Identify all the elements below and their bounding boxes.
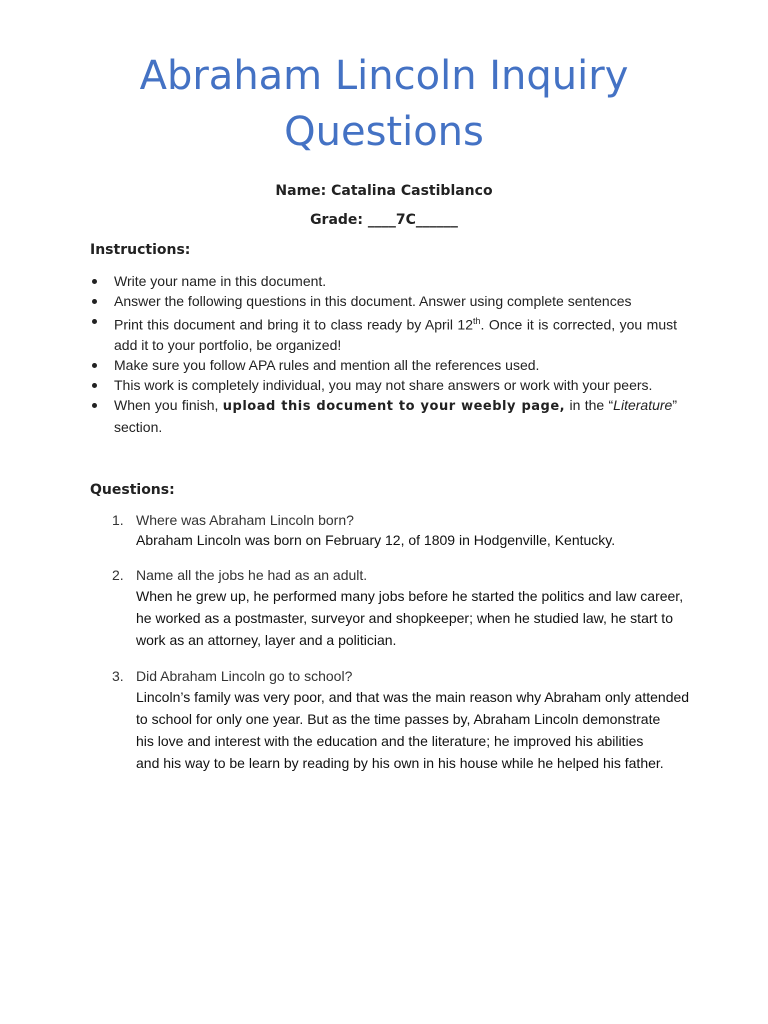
answer-text: Lincoln’s family was very poor, and that was the main reason why Abraham only attended — [136, 689, 690, 705]
bullet-icon — [92, 383, 97, 388]
question-number: 2. — [112, 567, 124, 583]
superscript: th — [473, 316, 481, 326]
bullet-icon — [92, 403, 97, 408]
student-grade: Grade: ____7C______ — [310, 212, 458, 228]
list-item: When you finish, upload this document to your weebly page, in the “Literature” section. — [92, 395, 677, 437]
instructions-heading: Instructions: — [90, 242, 191, 258]
bullet-icon — [92, 299, 97, 304]
student-name: Name: Catalina Castiblanco — [275, 183, 493, 199]
question-text: Did Abraham Lincoln go to school? — [136, 668, 353, 684]
answer-text: he worked as a postmaster, surveyor and shopkeeper; when he studied law, he start to work as an attorney, layer and a politician. — [136, 610, 673, 648]
answer-text: to school for only one year. But as the time passes by, Abraham Lincoln demonstrate — [136, 711, 661, 727]
question-number: 1. — [112, 512, 124, 528]
question-item — [112, 510, 692, 550]
questions-heading: Questions: — [90, 482, 175, 498]
question-text: Where was Abraham Lincoln born? — [136, 512, 354, 528]
list-item: This work is completely individual, you may not share answers or work with your peers. — [92, 375, 677, 395]
answer-text: his love and interest with the education and the literature; he improved his abilities — [136, 733, 644, 749]
list-item: Answer the following questions in this document. Answer using complete sentences — [92, 291, 677, 311]
question-number: 3. — [112, 668, 124, 684]
instructions-list — [114, 271, 677, 437]
bold-instruction: upload this document to your weebly page, — [222, 398, 566, 414]
question-text: Name all the jobs he had as an adult. — [136, 567, 368, 583]
bullet-icon — [92, 279, 97, 284]
questions-list — [112, 510, 692, 774]
answer-text: Abraham Lincoln was born on February 12, of 1809 in Hodgenville, Kentucky. — [136, 532, 616, 548]
list-item: Write your name in this document. — [92, 271, 677, 291]
bullet-icon — [92, 319, 97, 324]
answer-text: When he grew up, he performed many jobs before he started the politics and law career, — [136, 588, 684, 604]
answer-text: and his way to be learn by reading by his own in his house while he helped his father. — [136, 755, 664, 771]
bullet-icon — [92, 363, 97, 368]
list-item: Make sure you follow APA rules and mention all the references used. — [92, 355, 677, 375]
question-item — [112, 565, 692, 651]
page-title-line-2: Questions — [284, 109, 484, 155]
page-title-line-1: Abraham Lincoln Inquiry — [139, 53, 629, 99]
question-item — [112, 666, 692, 774]
list-item: Print this document and bring it to class ready by April 12th. Once it is corrected, you must add it to your portfolio, be organized! — [92, 311, 677, 355]
italic-literature: Literature — [613, 396, 673, 413]
